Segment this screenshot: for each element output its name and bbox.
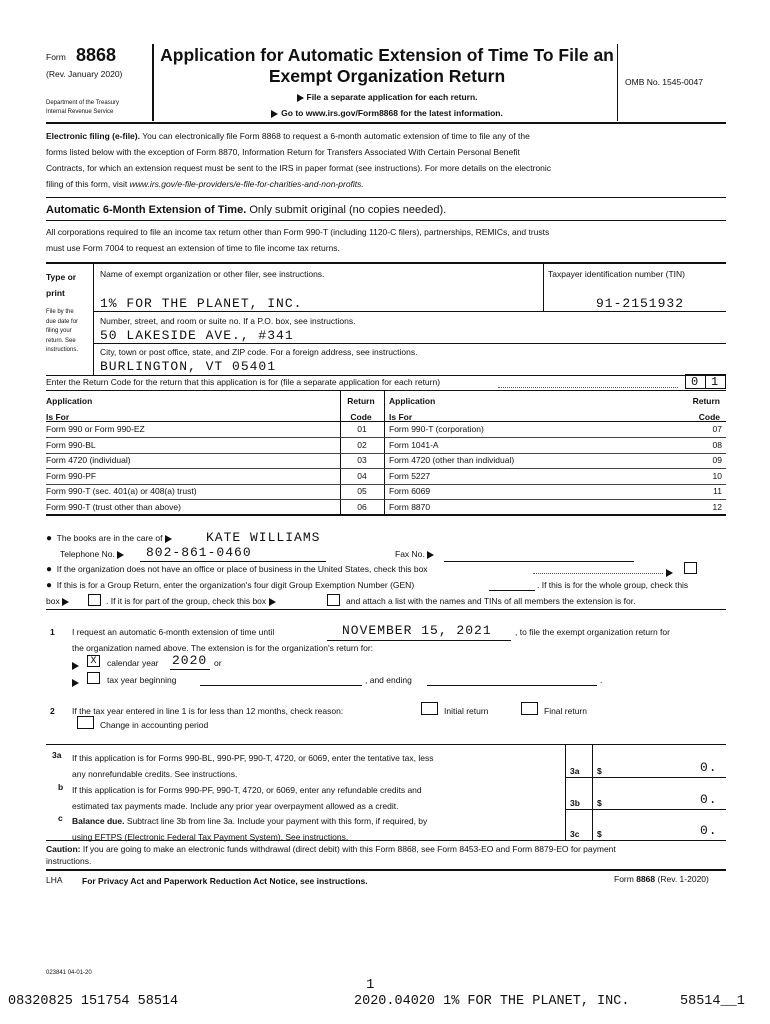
- batch-id: 08320825 151754 58514: [8, 994, 179, 1009]
- tin-field[interactable]: 91-2151932: [596, 296, 685, 311]
- phone-label: Telephone No.: [60, 549, 127, 560]
- left-form-name: Form 990-T (trust other than above): [46, 501, 181, 512]
- lha-label: LHA: [46, 875, 63, 885]
- calendar-year-checkbox[interactable]: X: [87, 655, 100, 667]
- right-form-name: Form 6069: [389, 486, 431, 496]
- right-return-code: 09: [712, 455, 722, 465]
- table-row: [46, 469, 726, 484]
- arrow-right-icon: [165, 535, 172, 543]
- line-1-text-c: the organization named above. The extension is for the organization's return for:: [72, 643, 374, 653]
- return-code-label: Enter the Return Code for the return that this application is for (file a separate application for each return): [46, 377, 441, 387]
- no-office-checkbox[interactable]: [684, 562, 697, 574]
- efile-link[interactable]: www.irs.gov/e-file-providers/e-file-for-charities-and-non-profits.: [129, 179, 364, 189]
- tax-year-and: , and ending: [365, 675, 412, 685]
- efile-paragraph: Electronic filing (e-file). You can electronically file Form 8868 to request a 6-month automatic extension of time to file any of the forms listed below with the exception of Form 8870, Information Return for Transfers Associated With Certain Personal Benefit Contracts, for which an extension request must be sent to the IRS in paper format (see instructions). For more details on the electronic filing of this form, visit www.irs.gov/e-file-providers/e-file-for-charities-and-non-profits.: [46, 131, 552, 189]
- codes-header-code-right: Return Code: [692, 396, 720, 422]
- left-form-name: Form 4720 (individual): [46, 455, 131, 465]
- left-return-code: 05: [357, 486, 367, 496]
- tin-label: Taxpayer identification number (TIN): [548, 269, 686, 279]
- right-form-name: Form 8870: [389, 501, 431, 512]
- org-name-label: Name of exempt organization or other filer, see instructions.: [100, 269, 325, 279]
- line-3b-text: If this application is for Forms 990-PF, 990-T, 4720, or 6069, enter any refundable credits and estimated tax payments made. Include any prior year overpayment allowed as a credit.: [72, 785, 422, 811]
- privacy-notice: For Privacy Act and Paperwork Reduction Act Notice, see instructions.: [82, 876, 368, 886]
- balance-due-field[interactable]: 0.: [700, 823, 718, 838]
- auto-extension-text: All corporations required to file an income tax return other than Form 990-T (including 1120-C filers), partnerships, REMICs, and trusts must use Form 7004 to request an extension of time to file income tax returns.: [46, 227, 550, 253]
- right-return-code: 12: [712, 501, 722, 512]
- form-label: Form: [46, 52, 66, 62]
- return-code-digit-2: 1: [711, 375, 720, 389]
- instruction-website: Go to www.irs.gov/Form8868 for the latest information.: [158, 108, 616, 119]
- final-return-label: Final return: [544, 706, 587, 716]
- initial-return-checkbox[interactable]: [421, 702, 438, 715]
- line-3c-number: c: [58, 813, 63, 823]
- left-return-code: 02: [357, 439, 367, 450]
- line-3a-box: 3a: [570, 766, 580, 776]
- group-whole-text: . If this is for the whole group, check this: [537, 580, 689, 590]
- left-return-code: 03: [357, 455, 367, 465]
- form-number: 8868: [76, 45, 117, 65]
- type-or-print-label: Type or print: [46, 272, 77, 298]
- arrow-right-icon: [62, 598, 69, 606]
- left-form-name: Form 990-T (sec. 401(a) or 408(a) trust): [46, 486, 197, 496]
- revision-date: (Rev. January 2020): [46, 69, 123, 79]
- group-whole-checkbox[interactable]: [88, 594, 101, 606]
- table-row: [46, 453, 726, 468]
- group-part-checkbox[interactable]: [327, 594, 340, 606]
- left-form-name: Form 990-BL: [46, 439, 96, 450]
- department-name: Department of the Treasury: [46, 100, 120, 106]
- instruction-separate: File a separate application for each return.: [158, 92, 616, 103]
- group-box-label: box: [46, 596, 72, 607]
- codes-header-application-right: Application Is For: [389, 396, 436, 422]
- caution-text: Caution: If you are going to make an electronic funds withdrawal (direct debit) with this Form 8868, see Form 8453-EO and Form 8879-EO for payment instructions.: [46, 844, 616, 866]
- return-code-box[interactable]: [685, 374, 726, 389]
- line-1-text: I request an automatic 6-month extension of time until: [72, 627, 275, 637]
- initial-return-label: Initial return: [444, 706, 489, 716]
- arrow-right-icon: [297, 94, 304, 102]
- accounting-change-label: Change in accounting period: [100, 720, 209, 730]
- calendar-year-label: calendar year: [107, 658, 159, 668]
- right-return-code: 07: [712, 424, 722, 434]
- right-form-name: Form 990-T (corporation): [389, 424, 484, 434]
- city-field[interactable]: BURLINGTON, VT 05401: [100, 359, 277, 374]
- form-footer-ref: Form 8868 (Rev. 1-2020): [614, 874, 709, 884]
- line-1-text-b: , to file the exempt organization return for: [515, 627, 670, 637]
- right-return-code: 08: [712, 439, 722, 450]
- table-row: [46, 422, 726, 437]
- omb-number: OMB No. 1545-0047: [625, 77, 703, 87]
- arrow-right-icon: [117, 551, 124, 559]
- line-3b-number: b: [58, 782, 64, 792]
- group-attach-text: and attach a list with the names and TINs of all members the extension is for.: [346, 596, 636, 606]
- dollar-sign: $: [597, 829, 602, 839]
- agency-name: Internal Revenue Service: [46, 109, 114, 115]
- table-row: [46, 500, 726, 515]
- left-form-name: Form 990-PF: [46, 470, 97, 481]
- org-name-field[interactable]: 1% FOR THE PLANET, INC.: [100, 296, 303, 311]
- line-3b-box: 3b: [570, 798, 580, 808]
- codes-header-application: Application Is For: [46, 396, 93, 422]
- codes-header-code: Return Code: [347, 396, 375, 422]
- calendar-year-field[interactable]: 2020: [172, 653, 208, 668]
- line-1-number: 1: [50, 627, 55, 637]
- right-return-code: 11: [713, 486, 722, 496]
- refundable-credits-field[interactable]: 0.: [700, 792, 718, 807]
- arrow-right-icon: [72, 679, 79, 687]
- group-part-text: . If it is for part of the group, check this box: [106, 596, 279, 607]
- books-care-line: ● The books are in the care of: [46, 533, 175, 546]
- extension-date-field[interactable]: NOVEMBER 15, 2021: [342, 623, 492, 638]
- right-return-code: 10: [712, 470, 722, 481]
- line-3a-number: 3a: [52, 750, 62, 760]
- line-3a-text: If this application is for Forms 990-BL, 990-PF, 990-T, 4720, or 6069, enter the tentative tax, less any nonrefundable credits. See instructions.: [72, 753, 434, 779]
- page-number: 1: [366, 977, 375, 993]
- city-label: City, town or post office, state, and ZIP code. For a foreign address, see instructions.: [100, 347, 418, 357]
- tentative-tax-field[interactable]: 0.: [700, 760, 718, 775]
- sequence-id: 58514__1: [680, 994, 745, 1009]
- no-office-text: ● If the organization does not have an office or place of business in the United States, check this box: [46, 564, 428, 575]
- arrow-right-icon: [269, 598, 276, 606]
- phone-field[interactable]: 802-861-0460: [146, 545, 252, 560]
- group-return-text: ● If this is for a Group Return, enter the organization's four digit Group Exemption Number (GEN): [46, 580, 415, 591]
- catalog-code: 023841 04-01-20: [46, 970, 92, 976]
- left-form-name: Form 990 or Form 990-EZ: [46, 424, 145, 434]
- tax-year-checkbox[interactable]: [87, 672, 100, 684]
- line-3c-box: 3c: [570, 829, 580, 839]
- form-title: Application for Automatic Extension of Time To File an Exempt Organization Return: [160, 45, 614, 86]
- arrow-right-icon: [427, 551, 434, 559]
- street-field[interactable]: 50 LAKESIDE AVE., #341: [100, 328, 294, 343]
- street-label: Number, street, and room or suite no. If a P.O. box, see instructions.: [100, 316, 356, 326]
- arrow-right-icon: [271, 110, 278, 118]
- return-code-digit-1: 0: [691, 375, 700, 389]
- left-return-code: 01: [357, 424, 367, 434]
- line-3c-text: Balance due. Subtract line 3b from line 3a. Include your payment with this form, if required, by using EFTPS (Electronic Federal Tax Payment System). See instructions.: [72, 816, 428, 842]
- left-return-code: 06: [357, 501, 367, 512]
- auto-extension-heading: Automatic 6-Month Extension of Time. Only submit original (no copies needed).: [46, 204, 447, 216]
- right-form-name: Form 5227: [389, 470, 431, 481]
- arrow-right-icon: [666, 569, 673, 577]
- return-id: 2020.04020 1% FOR THE PLANET, INC.: [354, 994, 630, 1009]
- arrow-right-icon: [72, 662, 79, 670]
- dollar-sign: $: [597, 798, 602, 808]
- right-form-name: Form 1041-A: [389, 439, 439, 450]
- right-form-name: Form 4720 (other than individual): [389, 455, 515, 465]
- fax-label: Fax No.: [395, 549, 437, 560]
- line-2-text: If the tax year entered in line 1 is for less than 12 months, check reason:: [72, 706, 344, 716]
- left-return-code: 04: [357, 470, 367, 481]
- table-row: [46, 484, 726, 499]
- accounting-change-checkbox[interactable]: [77, 716, 94, 729]
- tax-year-label: tax year beginning: [107, 675, 177, 685]
- line-2-number: 2: [50, 706, 55, 716]
- books-care-name-field[interactable]: KATE WILLIAMS: [206, 530, 321, 545]
- table-row: [46, 438, 726, 453]
- calendar-year-or: or: [214, 658, 222, 668]
- final-return-checkbox[interactable]: [521, 702, 538, 715]
- due-date-note: File by the due date for filing your return. See instructions.: [46, 309, 79, 353]
- dollar-sign: $: [597, 766, 602, 776]
